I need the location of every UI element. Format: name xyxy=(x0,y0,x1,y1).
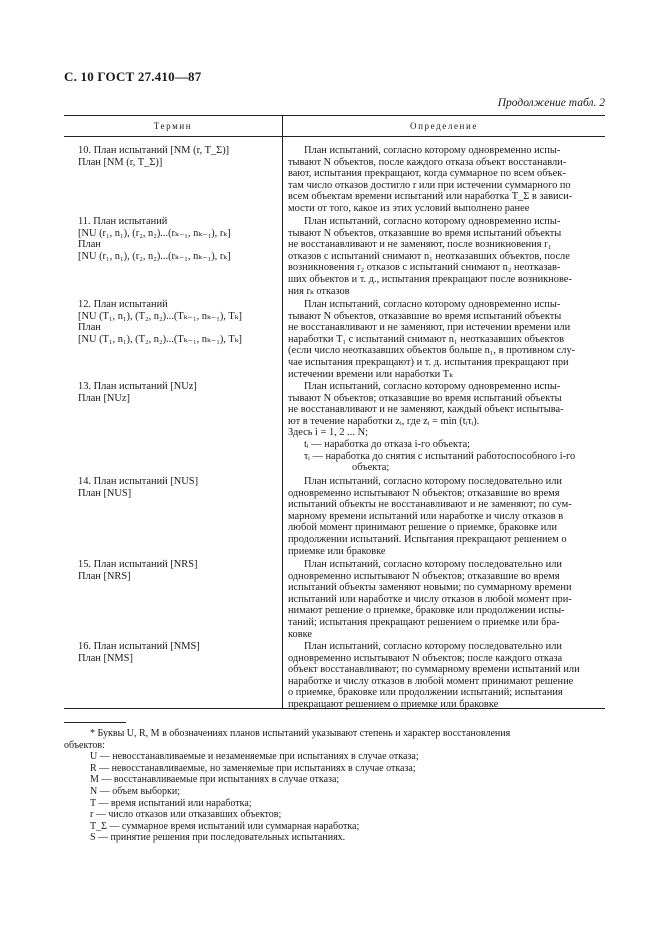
page-header: С. 10 ГОСТ 27.410—87 xyxy=(64,69,202,84)
footnote-line: T — время испытаний или наработка; xyxy=(90,797,252,809)
definition-line: прекращают решением о приемке или браковке xyxy=(288,698,499,710)
definition-line: тывают N объектов, после каждого отказа объект восстанавли- xyxy=(288,156,567,168)
definition-cell xyxy=(288,216,602,297)
footnote-line: T_Σ — суммарное время испытаний или суммарная наработка; xyxy=(90,820,360,832)
definition-line: одновременно испытывают N объектов; после каждого отказа xyxy=(288,652,563,664)
definition-line: возникновения r₂ отказов с испытаний снимают n₂ неотказав- xyxy=(288,262,561,274)
footnote-line: M — восстанавливаемые при испытаниях в случае отказа; xyxy=(90,774,340,786)
definition-line: не восстанавливают и не заменяют, каждый объект испытыва- xyxy=(288,404,564,416)
definition-cell xyxy=(288,641,602,711)
term-line: [NU (T₁, n₁), (T₂, n₂)...(Tₖ₋₁, nₖ₋₁), Tₖ] xyxy=(78,310,242,322)
definition-cell xyxy=(288,145,602,215)
definition-line: (если число неотказавших объектов больше n₁, в противном слу- xyxy=(288,345,576,357)
table-top-rule xyxy=(64,115,605,116)
column-header-definition: Определение xyxy=(410,121,478,131)
definition-line: не восстанавливают и не заменяют, после возникновения r₁ xyxy=(288,239,552,251)
definition-line: ковке xyxy=(288,628,313,640)
term-line: План xyxy=(78,322,101,334)
table-continuation-note: Продолжение табл. 2 xyxy=(497,97,605,109)
definition-line: приемке или браковке xyxy=(288,545,386,557)
table-header-rule xyxy=(64,136,605,137)
definition-line: одновременно испытывают N объектов; отказавшие во время xyxy=(288,487,560,499)
definition-line: таний; испытания прекращают решением о приемке или бра- xyxy=(288,616,560,628)
definition-line: истечении времени или наработки Tₖ xyxy=(288,368,453,380)
footnote-line: * Буквы U, R, M в обозначениях планов испытаний указывают степень и характер восстановления xyxy=(90,728,511,739)
term-line: 10. План испытаний [NM (r, T_Σ)] xyxy=(78,145,230,156)
definition-line: объекта; xyxy=(352,462,390,474)
definition-line: тывают N объектов, отказавшие во время испытаний объекты xyxy=(288,227,562,239)
definition-line: не восстанавливают и не заменяют, при истечении времени или xyxy=(288,322,571,334)
definition-line: ших объектов и т. д., испытания прекращают после возникнове- xyxy=(288,273,572,285)
definition-line: мости от того, какое из этих условий выполнено ранее xyxy=(288,202,530,214)
term-line: 15. План испытаний [NRS] xyxy=(78,559,198,570)
terms-table xyxy=(64,115,605,709)
definition-line: ют в течение наработки zᵢ, где zᵢ = min (tᵢτᵢ). xyxy=(288,415,480,427)
definition-line: tᵢ — наработка до отказа i-го объекта; xyxy=(304,438,471,450)
term-cell xyxy=(78,476,278,499)
definition-line: Здесь i = 1, 2 ... N; xyxy=(288,427,368,439)
footnote-line: N — объем выборки; xyxy=(90,785,181,797)
term-line: 13. План испытаний [NUz] xyxy=(78,381,197,392)
term-line: План xyxy=(78,239,101,251)
definition-line: План испытаний, согласно которому последовательно или xyxy=(304,476,562,487)
term-line: 14. План испытаний [NUS] xyxy=(78,476,199,487)
definition-line: План испытаний, согласно которому одновременно испы- xyxy=(304,145,561,156)
definition-line: ния rₖ отказов xyxy=(288,285,350,297)
definition-cell xyxy=(288,299,602,380)
footnote xyxy=(64,728,605,844)
definition-line: План испытаний, согласно которому одновременно испы- xyxy=(304,299,561,310)
term-cell xyxy=(78,381,278,404)
definition-line: испытаний или наработке и числу отказов в любой момент при- xyxy=(288,593,572,605)
footnote-line: U — невосстанавливаемые и незаменяемые при испытаниях в случае отказа; xyxy=(90,751,419,763)
definition-cell xyxy=(288,559,602,640)
term-line: План [NMS] xyxy=(78,652,133,664)
definition-line: План испытаний, согласно которому одновременно испы- xyxy=(304,216,561,227)
definition-line: там число отказов достигло r или при истечении суммарного по xyxy=(288,179,571,191)
definition-line: объект восстанавливают; по суммарному времени испытаний или xyxy=(288,664,580,676)
definition-line: наработке и числу отказов в любой момент принимают решение xyxy=(288,675,574,687)
definition-line: марному времени испытаний или наработке и числу отказов в xyxy=(288,510,564,522)
definition-line: одновременно испытывают N объектов; отказавшие во время xyxy=(288,570,560,582)
footnote-rule xyxy=(64,722,126,723)
definition-line: всем объектам времени испытаний или наработка T_Σ в зависи- xyxy=(288,191,573,203)
term-line: План [NUz] xyxy=(78,392,130,404)
term-line: План [NM (r, T_Σ)] xyxy=(78,156,163,168)
table-column-divider xyxy=(282,115,283,709)
definition-line: τᵢ — наработка до снятия с испытаний работоспособного i-го xyxy=(304,450,576,462)
footnote-line: r — число отказов или отказавших объектов; xyxy=(90,809,282,821)
definition-line: испытаний объекты заменяют новыми; по суммарному времени xyxy=(288,582,572,594)
term-line: [NU (T₁, n₁), (T₂, n₂)...(Tₖ₋₁, nₖ₋₁), Tₖ] xyxy=(78,333,242,345)
definition-line: тывают N объектов, отказавшие во время испытаний объекты xyxy=(288,310,562,322)
definition-line: о приемке, браковке или продолжении испытаний; испытания xyxy=(288,687,563,699)
term-cell xyxy=(78,299,278,345)
term-line: 12. План испытаний xyxy=(78,299,168,310)
definition-line: продолжении испытаний. Испытания прекращают решением о xyxy=(288,533,567,545)
term-line: [NU (r₁, n₁), (r₂, n₂)...(rₖ₋₁, nₖ₋₁), rₖ] xyxy=(78,227,231,239)
term-line: План [NUS] xyxy=(78,487,132,499)
term-line: 11. План испытаний xyxy=(78,216,168,227)
definition-line: испытаний объекты не восстанавливают и не заменяют; по сум- xyxy=(288,499,572,511)
definition-line: План испытаний, согласно которому одновременно испы- xyxy=(304,381,561,392)
definition-line: отказов с испытаний снимают n₁ неотказавших объектов, после xyxy=(288,250,570,262)
definition-line: нимают решение о приемке, браковке или продолжении испы- xyxy=(288,605,565,617)
term-cell xyxy=(78,145,278,168)
term-cell xyxy=(78,216,278,262)
footnote-line: объектов: xyxy=(64,739,105,751)
column-header-term: Термин xyxy=(153,121,193,131)
definition-line: вают, испытания прекращают, когда суммарное по всем объек- xyxy=(288,168,566,180)
definition-line: наработки T₁ с испытаний снимают n₁ неотказавших объектов xyxy=(288,333,565,345)
term-cell xyxy=(78,559,278,582)
term-cell xyxy=(78,641,278,664)
footnote-line: S — принятие решения при последовательных испытаниях. xyxy=(90,832,346,844)
definition-line: тывают N объектов; отказавшие во время испытаний объекты xyxy=(288,392,562,404)
definition-line: чае испытания прекращают) и т. д. испытания прекращают при xyxy=(288,356,569,368)
definition-line: любой момент принимают решение о приемке, браковке или xyxy=(288,522,558,534)
definition-cell xyxy=(288,381,602,474)
definition-line: План испытаний, согласно которому последовательно или xyxy=(304,559,562,570)
term-line: [NU (r₁, n₁), (r₂, n₂)...(rₖ₋₁, nₖ₋₁), rₖ] xyxy=(78,250,231,262)
term-line: 16. План испытаний [NMS] xyxy=(78,641,200,652)
footnote-line: R — невосстанавливаемые, но заменяемые при испытаниях в случае отказа; xyxy=(90,762,416,774)
term-line: План [NRS] xyxy=(78,570,131,582)
definition-cell xyxy=(288,476,602,557)
definition-line: План испытаний, согласно которому последовательно или xyxy=(304,641,562,652)
